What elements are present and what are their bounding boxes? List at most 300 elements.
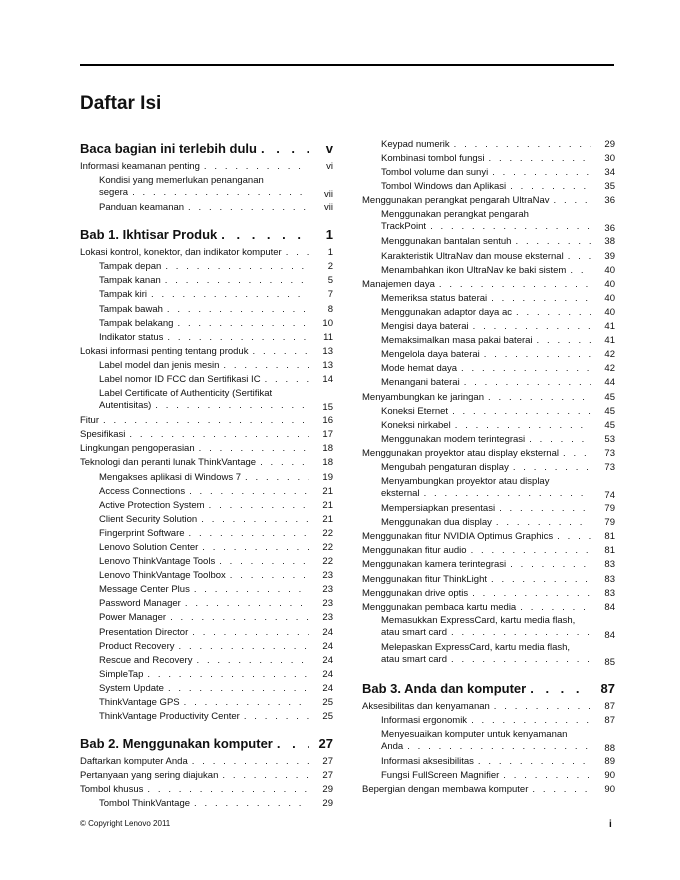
toc-entry[interactable]	[362, 461, 615, 475]
toc-entry[interactable]	[80, 541, 333, 555]
toc-page-number: 2	[327, 261, 333, 273]
toc-page-number: 13	[322, 345, 333, 357]
toc-entry-text: Presentation Director	[99, 626, 189, 638]
toc-entry[interactable]	[362, 391, 615, 405]
toc-entry[interactable]	[80, 710, 333, 724]
toc-entry-text: SimpleTap	[99, 668, 144, 680]
toc-page-number: 83	[604, 573, 615, 585]
toc-entry[interactable]	[80, 345, 333, 359]
toc-page-number: 35	[604, 181, 615, 193]
toc-entry-text: Menyesuaikan komputer untuk kenyamanan	[381, 728, 568, 740]
toc-entry-text: Mengakses aplikasi di Windows 7	[99, 471, 242, 483]
toc-entry-text-continued: Anda	[381, 740, 404, 752]
toc-entry[interactable]	[80, 569, 333, 583]
dot-leader	[163, 303, 309, 317]
dot-leader	[163, 331, 309, 345]
toc-page-number: vi	[326, 161, 333, 172]
toc-entry-text-continued: atau smart card	[381, 627, 447, 639]
toc-page-number: 83	[604, 559, 615, 571]
toc-entry[interactable]	[362, 433, 615, 447]
toc-entry[interactable]	[362, 419, 615, 433]
toc-entry[interactable]	[362, 601, 615, 615]
toc-page-number: 81	[604, 545, 615, 557]
toc-entry[interactable]	[80, 513, 333, 527]
toc-entry[interactable]	[362, 573, 615, 587]
dot-leader	[566, 264, 591, 278]
toc-page-number: 36	[604, 223, 615, 235]
dot-leader	[509, 461, 591, 475]
toc-entry[interactable]	[362, 642, 615, 669]
toc-page-number: 89	[604, 756, 615, 767]
toc-page-number: 5	[327, 275, 333, 287]
toc-entry-text: Informasi keamanan penting	[80, 161, 200, 172]
toc-page-number: vii	[324, 189, 333, 201]
toc-entry-text: Fungsi FullScreen Magnifier	[381, 770, 500, 782]
dot-leader	[447, 654, 591, 666]
toc-page-number: 81	[604, 531, 615, 543]
toc-page-number: 84	[604, 629, 615, 641]
dot-leader	[173, 317, 309, 331]
dot-leader	[490, 700, 591, 714]
toc-entry-text: Tombol khusus	[80, 784, 144, 796]
toc-entry[interactable]	[80, 682, 333, 696]
toc-entry[interactable]	[80, 527, 333, 541]
toc-entry-text: Teknologi dan peranti lunak ThinkVantage	[80, 457, 257, 469]
toc-entry[interactable]	[80, 274, 333, 288]
toc-entry-text: Tombol ThinkVantage	[99, 798, 191, 810]
toc-entry[interactable]	[80, 499, 333, 513]
dot-leader	[484, 391, 591, 405]
dot-leader	[420, 488, 591, 500]
dot-leader	[451, 419, 591, 433]
toc-page-number: 24	[322, 640, 333, 652]
toc-entry[interactable]	[80, 797, 333, 811]
toc-entry[interactable]	[80, 373, 333, 387]
toc-column-left	[80, 137, 333, 812]
toc-entry-text: Bab 3. Anda dan komputer	[362, 680, 527, 696]
dot-leader	[215, 555, 309, 569]
toc-entry-text: Memeriksa status baterai	[381, 292, 488, 304]
toc-page-number: 41	[604, 335, 615, 347]
dot-leader	[506, 180, 591, 194]
toc-page-number: 45	[604, 405, 615, 417]
toc-entry-text: Menggunakan drive optis	[362, 587, 469, 599]
toc-entry-text: Menggunakan proyektor atau display eksternal	[362, 447, 559, 459]
dot-leader	[185, 527, 309, 541]
toc-entry[interactable]	[362, 502, 615, 516]
dot-leader	[218, 769, 309, 783]
dot-leader	[219, 359, 309, 373]
toc-page-number: 23	[322, 570, 333, 582]
toc-entry[interactable]	[80, 626, 333, 640]
toc-entry[interactable]	[362, 180, 615, 194]
dot-leader	[205, 499, 309, 513]
toc-entry-text: Menggunakan pembaca kartu media	[362, 601, 517, 613]
toc-entry[interactable]	[362, 587, 615, 601]
dot-leader	[184, 201, 309, 215]
toc-entry[interactable]	[80, 428, 333, 442]
toc-page-number: 27	[322, 756, 333, 768]
toc-entry[interactable]	[80, 597, 333, 611]
toc-page-number: 73	[604, 447, 615, 459]
toc-entry-text: Label Certificate of Authenticity (Sertifikat	[99, 387, 273, 399]
toc-entry-text: Bab 1. Ikhtisar Produk	[80, 227, 218, 243]
toc-page-number: 40	[604, 278, 615, 290]
toc-entry[interactable]	[362, 334, 615, 348]
toc-entry-text: Mengubah pengaturan display	[381, 461, 509, 473]
toc-entry-text: Menggunakan perangkat pengarah	[381, 208, 529, 220]
toc-page-number: 42	[604, 363, 615, 375]
dot-leader	[240, 710, 309, 724]
dot-leader	[487, 573, 591, 587]
toc-page-number: 10	[322, 317, 333, 329]
toc-entry[interactable]	[80, 755, 333, 769]
dot-leader	[226, 569, 309, 583]
dot-leader	[99, 414, 309, 428]
toc-entry-text: Melepaskan ExpressCard, kartu media flash,	[381, 642, 571, 654]
toc-page-number: 14	[322, 374, 333, 386]
toc-entry-text: Menyambungkan ke jaringan	[362, 391, 484, 403]
dot-leader	[256, 456, 309, 470]
toc-entry-text: Menggunakan modem terintegrasi	[381, 433, 526, 445]
toc-entry-text: Indikator status	[99, 331, 164, 343]
dot-leader	[426, 221, 591, 233]
dot-leader	[526, 677, 591, 700]
dot-leader	[480, 348, 591, 362]
toc-entry[interactable]	[362, 376, 615, 390]
dot-leader	[512, 306, 591, 320]
toc-entry-text: Access Connections	[99, 485, 186, 497]
toc-page-number: 17	[322, 429, 333, 441]
dot-leader	[185, 485, 309, 499]
toc-entry[interactable]	[80, 174, 333, 201]
toc-entry[interactable]	[362, 447, 615, 461]
toc-entry-text: Menambahkan ikon UltraNav ke baki sistem	[381, 264, 567, 276]
toc-page-number: 27	[318, 736, 333, 752]
toc-entry[interactable]	[362, 558, 615, 572]
toc-entry-text: Menggunakan fitur ThinkLight	[362, 573, 487, 585]
toc-entry-text: Spesifikasi	[80, 429, 126, 441]
toc-entry[interactable]	[362, 292, 615, 306]
toc-page-number: 1	[325, 227, 333, 243]
dot-leader	[553, 530, 591, 544]
toc-entry[interactable]	[80, 769, 333, 783]
toc-page-number: 44	[604, 377, 615, 389]
dot-leader	[188, 626, 309, 640]
toc-page-number: 30	[604, 153, 615, 165]
toc-entry-text: Pertanyaan yang sering diajukan	[80, 770, 219, 782]
toc-entry[interactable]	[362, 783, 615, 797]
header-rule	[80, 64, 614, 66]
toc-entry[interactable]	[80, 331, 333, 345]
dot-leader	[467, 714, 591, 728]
toc-page-number: 8	[327, 303, 333, 315]
dot-leader	[492, 516, 591, 530]
toc-entry-text: Menggunakan fitur NVIDIA Optimus Graphics	[362, 531, 554, 543]
toc-entry-text: Active Protection System	[99, 499, 205, 511]
toc-page-number: 21	[322, 499, 333, 511]
toc-entry-text: Product Recovery	[99, 640, 175, 652]
toc-entry[interactable]	[362, 235, 615, 249]
toc-entry-text: Informasi aksesibilitas	[381, 756, 474, 767]
toc-entry[interactable]	[80, 303, 333, 317]
toc-entry[interactable]	[362, 530, 615, 544]
dot-leader	[188, 755, 309, 769]
toc-entry[interactable]	[362, 714, 615, 728]
toc-entry-text: Tombol Windows dan Aplikasi	[381, 181, 507, 193]
dot-leader	[180, 696, 309, 710]
toc-page-number: 27	[322, 770, 333, 782]
toc-entry[interactable]	[362, 194, 615, 208]
toc-entry[interactable]	[80, 201, 333, 215]
dot-leader	[273, 732, 309, 755]
toc-entry[interactable]	[80, 317, 333, 331]
toc-entry-text: Baca bagian ini terlebih dulu	[80, 141, 257, 156]
page-number: i	[609, 819, 612, 830]
toc-entry[interactable]	[80, 471, 333, 485]
toc-entry-text: Lokasi kontrol, konektor, dan indikator komputer	[80, 247, 282, 259]
toc-entry[interactable]	[80, 288, 333, 302]
toc-entry-text: Memaksimalkan masa pakai baterai	[381, 335, 533, 347]
dot-leader	[181, 597, 309, 611]
toc-entry[interactable]	[362, 166, 615, 180]
toc-entry-text: Tombol volume dan sunyi	[381, 167, 489, 179]
toc-entry-text: Mode hemat daya	[381, 363, 458, 375]
dot-leader	[550, 194, 592, 208]
toc-entry[interactable]	[362, 264, 615, 278]
toc-page-number: 87	[604, 714, 615, 726]
toc-page-number: v	[325, 141, 333, 156]
toc-entry[interactable]	[362, 405, 615, 419]
dot-leader	[195, 442, 309, 456]
toc-entry-text: Manajemen daya	[362, 278, 435, 290]
dot-leader	[125, 428, 309, 442]
dot-leader	[528, 783, 591, 797]
toc-entry[interactable]	[80, 654, 333, 668]
toc-entry[interactable]	[80, 555, 333, 569]
toc-page-number: 29	[322, 798, 333, 810]
dot-leader	[241, 471, 309, 485]
dot-leader	[161, 260, 309, 274]
toc-entry-text-continued: Autentisitas)	[99, 399, 152, 411]
toc-page-number: 18	[322, 443, 333, 455]
toc-page-number: 90	[604, 784, 615, 796]
toc-page-number: 74	[604, 490, 615, 502]
toc-page-number: 40	[604, 306, 615, 318]
dot-leader	[190, 797, 309, 811]
toc-page-number: 79	[604, 517, 615, 529]
toc-entry[interactable]	[80, 246, 333, 260]
toc-page-number: 21	[322, 485, 333, 497]
toc-page-number: 21	[322, 513, 333, 525]
toc-entry[interactable]	[362, 208, 615, 235]
toc-chapter-heading[interactable]	[80, 732, 333, 755]
toc-page-number: 45	[604, 391, 615, 403]
dot-leader	[495, 502, 591, 516]
toc-page-number: 87	[600, 680, 615, 696]
dot-leader	[217, 223, 309, 246]
toc-page-number: 22	[322, 541, 333, 553]
dot-leader	[467, 544, 591, 558]
dot-leader	[448, 405, 591, 419]
dot-leader	[506, 558, 591, 572]
dot-leader	[488, 166, 591, 180]
toc-entry-text: Client Security Solution	[99, 513, 198, 525]
toc-entry-text: Rescue and Recovery	[99, 654, 193, 666]
toc-entry[interactable]	[362, 475, 615, 502]
toc-page-number: 40	[604, 264, 615, 276]
toc-entry[interactable]	[80, 640, 333, 654]
toc-page-number: 25	[322, 711, 333, 723]
toc-entry[interactable]	[80, 696, 333, 710]
toc-column-right	[362, 138, 615, 797]
toc-entry[interactable]	[362, 250, 615, 264]
toc-entry-text: Tampak kanan	[99, 275, 161, 287]
toc-entry-text: Daftarkan komputer Anda	[80, 756, 188, 768]
toc-page-number: 1	[327, 247, 333, 259]
toc-page-number: 38	[604, 236, 615, 248]
toc-entry[interactable]	[80, 359, 333, 373]
toc-entry-text: Fingerprint Software	[99, 527, 185, 539]
toc-chapter-heading[interactable]	[80, 137, 333, 160]
toc-entry[interactable]	[362, 306, 615, 320]
toc-entry-text: Lenovo Solution Center	[99, 541, 199, 553]
dot-leader	[190, 583, 309, 597]
dot-leader	[525, 433, 591, 447]
toc-page-number: 23	[322, 584, 333, 596]
toc-entry[interactable]	[362, 348, 615, 362]
toc-entry[interactable]	[362, 544, 615, 558]
dot-leader	[164, 682, 309, 696]
dot-leader	[487, 292, 591, 306]
toc-entry-text: Mengisi daya baterai	[381, 321, 469, 333]
toc-entry[interactable]	[362, 700, 615, 714]
toc-page-number: 40	[604, 292, 615, 304]
dot-leader	[192, 654, 309, 668]
toc-entry-text: Memasukkan ExpressCard, kartu media flash,	[381, 615, 576, 627]
dot-leader	[143, 783, 309, 797]
toc-entry-text-continued: atau smart card	[381, 654, 447, 666]
toc-entry[interactable]	[362, 728, 615, 755]
dot-leader	[198, 541, 309, 555]
page-title: Daftar Isi	[80, 93, 162, 114]
toc-entry-text: Bab 2. Menggunakan komputer	[80, 736, 273, 752]
toc-page-number: 18	[322, 457, 333, 469]
dot-leader	[564, 250, 591, 264]
toc-entry-text: Menggunakan dua display	[381, 517, 492, 529]
toc-entry[interactable]	[80, 414, 333, 428]
toc-entry-text: Tampak belakang	[99, 317, 174, 329]
toc-entry-text: Koneksi nirkabel	[381, 419, 451, 431]
toc-entry[interactable]	[362, 138, 615, 152]
toc-page-number: 90	[604, 770, 615, 782]
dot-leader	[559, 447, 591, 461]
toc-entry-text: Mempersiapkan presentasi	[381, 503, 496, 515]
dot-leader	[460, 376, 591, 390]
toc-entry[interactable]	[362, 516, 615, 530]
toc-entry-text: Lenovo ThinkVantage Tools	[99, 556, 216, 568]
dot-leader	[468, 587, 591, 601]
toc-entry[interactable]	[80, 442, 333, 456]
toc-page-number: 11	[323, 331, 333, 343]
toc-entry[interactable]	[362, 755, 615, 769]
dot-leader	[128, 187, 309, 199]
toc-entry-text: Label model dan jenis mesin	[99, 359, 220, 371]
toc-page-number: 36	[604, 195, 615, 207]
dot-leader	[516, 601, 591, 615]
toc-entry-text: Power Manager	[99, 612, 167, 624]
toc-entry-text: Password Manager	[99, 598, 181, 610]
toc-entry[interactable]	[362, 769, 615, 783]
toc-entry-text: Panduan keamanan	[99, 202, 185, 214]
toc-page-number: 16	[322, 415, 333, 427]
toc-page-number: 22	[322, 527, 333, 539]
toc-page-number: 23	[322, 598, 333, 610]
toc-entry-text-continued: eksternal	[381, 487, 420, 499]
toc-entry-text: Tampak depan	[99, 261, 162, 273]
toc-entry[interactable]	[80, 160, 333, 174]
dot-leader	[143, 668, 309, 682]
toc-entry-text: Message Center Plus	[99, 584, 190, 596]
dot-leader	[282, 246, 309, 260]
toc-entry-text: Menangani baterai	[381, 377, 460, 389]
toc-page-number: 7	[327, 289, 333, 301]
dot-leader	[175, 640, 309, 654]
dot-leader	[457, 362, 591, 376]
toc-entry-text: Informasi ergonomik	[381, 714, 468, 726]
toc-entry-text: Menggunakan fitur audio	[362, 545, 467, 557]
toc-entry[interactable]	[80, 485, 333, 499]
dot-leader	[147, 288, 309, 302]
toc-entry-text: Fitur	[80, 415, 99, 427]
toc-entry[interactable]	[80, 456, 333, 470]
toc-chapter-heading[interactable]	[362, 677, 615, 700]
toc-page-number: 53	[604, 433, 615, 445]
toc-entry[interactable]	[362, 362, 615, 376]
toc-entry[interactable]	[80, 583, 333, 597]
dot-leader	[450, 138, 591, 152]
toc-entry-text: Aksesibilitas dan kenyamanan	[362, 700, 490, 712]
dot-leader	[166, 611, 309, 625]
dot-leader	[499, 769, 591, 783]
toc-entry[interactable]	[362, 615, 615, 642]
toc-entry-text: Label nomor ID FCC dan Sertifikasi IC	[99, 374, 261, 386]
toc-page-number: 25	[322, 697, 333, 708]
toc-page-number: 85	[604, 656, 615, 668]
toc-entry[interactable]	[362, 320, 615, 334]
toc-entry-text: Keypad numerik	[381, 139, 450, 150]
toc-entry-text: Menggunakan bantalan sentuh	[381, 236, 512, 248]
toc-page-number: 15	[322, 402, 333, 414]
toc-entry[interactable]	[80, 260, 333, 274]
toc-entry-text: Menggunakan adaptor daya ac	[381, 306, 512, 318]
toc-entry-text: Lingkungan pengoperasian	[80, 443, 195, 455]
toc-entry[interactable]	[80, 387, 333, 414]
toc-entry[interactable]	[80, 611, 333, 625]
toc-entry[interactable]	[80, 668, 333, 682]
toc-page-number: 29	[322, 784, 333, 796]
toc-page-number: 22	[322, 556, 333, 568]
toc-page-number: 24	[322, 668, 333, 680]
toc-chapter-heading[interactable]	[80, 223, 333, 246]
toc-entry[interactable]	[362, 152, 615, 166]
toc-entry-text: Menggunakan kamera terintegrasi	[362, 559, 507, 571]
dot-leader	[257, 137, 309, 160]
toc-page-number: 13	[322, 359, 333, 371]
toc-entry[interactable]	[362, 278, 615, 292]
toc-entry-text: Kombinasi tombol fungsi	[381, 153, 485, 165]
toc-entry[interactable]	[80, 783, 333, 797]
